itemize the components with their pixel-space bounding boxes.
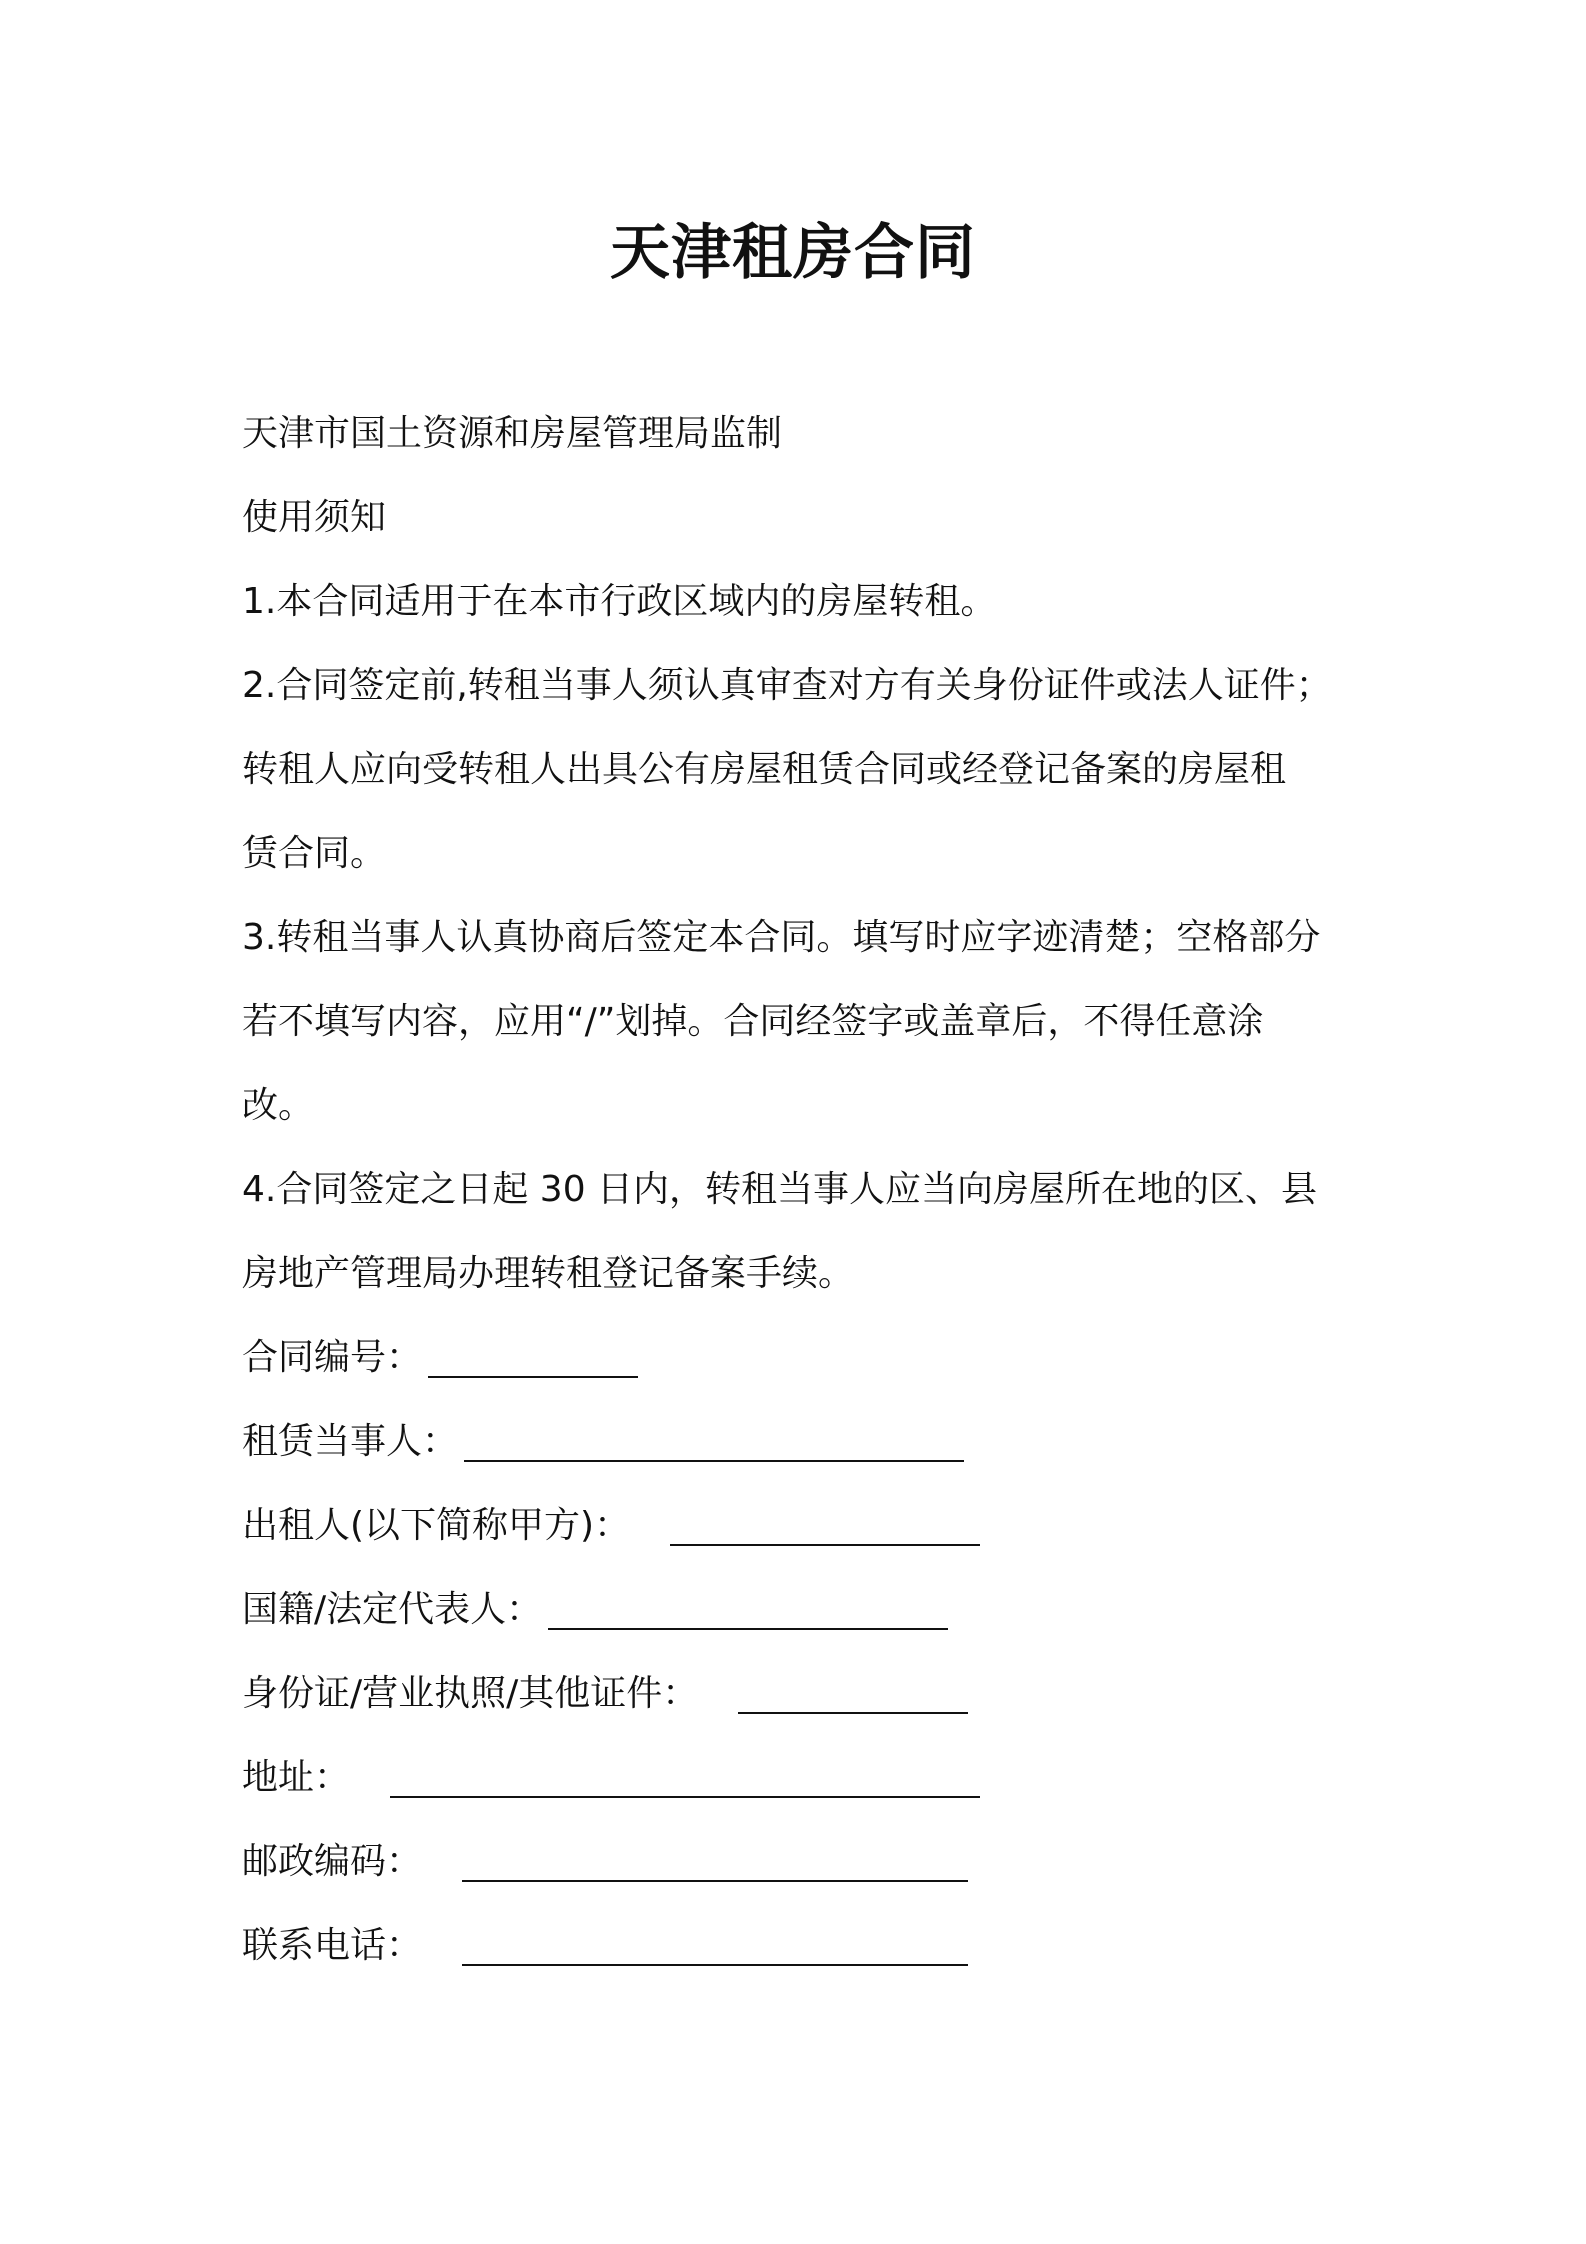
lessor-field bbox=[242, 1502, 980, 1550]
postal-code-blank[interactable] bbox=[462, 1840, 968, 1882]
paragraph-line: 2.合同签定前,转租当事人须认真审查对方有关身份证件或法人证件； bbox=[242, 665, 1332, 706]
paragraph-line: 3.转租当事人认真协商后签定本合同。填写时应字迹清楚；空格部分 bbox=[242, 917, 1321, 958]
nationality-representative-field bbox=[242, 1586, 948, 1634]
paragraph-line: 若不填写内容，应用“/”划掉。合同经签字或盖章后，不得任意涂 bbox=[242, 1001, 1264, 1042]
contract-number-blank[interactable] bbox=[428, 1336, 638, 1378]
field-label: 邮政编码： bbox=[242, 1841, 423, 1882]
field-label: 地址： bbox=[242, 1757, 351, 1798]
lease-party-blank[interactable] bbox=[464, 1420, 964, 1462]
field-label: 国籍/法定代表人： bbox=[242, 1589, 543, 1630]
paragraph-line: 4.合同签定之日起 30 日内，转租当事人应当向房屋所在地的区、县 bbox=[242, 1169, 1318, 1210]
phone-blank[interactable] bbox=[462, 1924, 968, 1966]
nationality-representative-blank[interactable] bbox=[548, 1588, 948, 1630]
notice-heading: 使用须知 bbox=[242, 497, 387, 538]
contract-number-field bbox=[242, 1334, 638, 1382]
lessor-blank[interactable] bbox=[670, 1504, 980, 1546]
field-label: 出租人(以下简称甲方)： bbox=[242, 1505, 631, 1546]
field-label: 联系电话： bbox=[242, 1925, 423, 1966]
address-field bbox=[242, 1754, 980, 1802]
paragraph-line: 房地产管理局办理转租登记备案手续。 bbox=[242, 1253, 855, 1294]
field-label: 租赁当事人： bbox=[242, 1421, 459, 1462]
phone-field bbox=[242, 1922, 968, 1970]
field-label: 合同编号： bbox=[242, 1337, 423, 1378]
paragraph-line: 转租人应向受转租人出具公有房屋租赁合同或经登记备案的房屋租 bbox=[242, 749, 1287, 790]
lease-party-field bbox=[242, 1418, 964, 1466]
document-title: 天津租房合同 bbox=[610, 218, 976, 288]
id-document-field bbox=[242, 1670, 968, 1718]
id-document-blank[interactable] bbox=[738, 1672, 968, 1714]
supervisor-line: 天津市国土资源和房屋管理局监制 bbox=[242, 413, 783, 454]
address-blank[interactable] bbox=[390, 1756, 980, 1798]
field-label: 身份证/营业执照/其他证件： bbox=[242, 1673, 699, 1714]
paragraph-line: 1.本合同适用于在本市行政区域内的房屋转租。 bbox=[242, 581, 997, 622]
postal-code-field bbox=[242, 1838, 968, 1886]
paragraph-line: 改。 bbox=[242, 1085, 315, 1126]
paragraph-line: 赁合同。 bbox=[242, 833, 387, 874]
